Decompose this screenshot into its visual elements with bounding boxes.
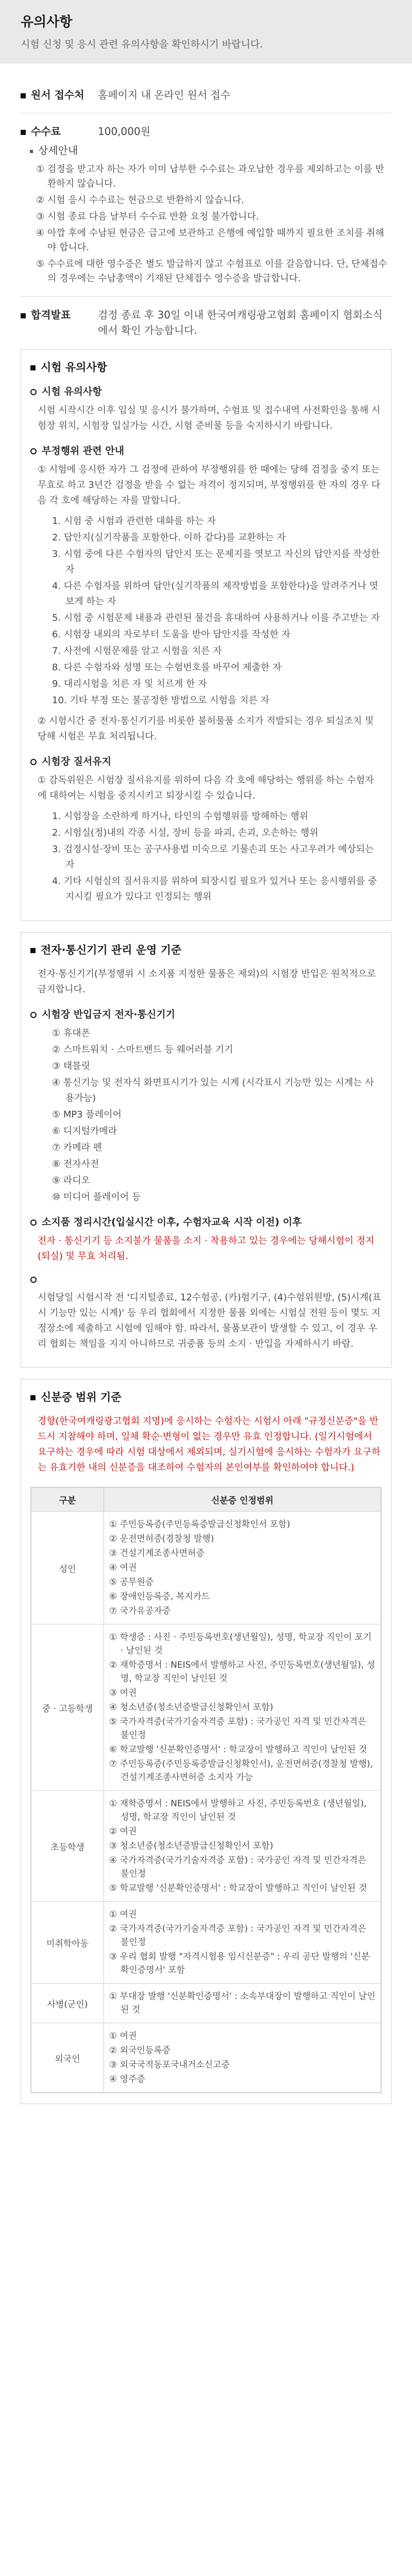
cheating-item: 10. 기타 부정 또는 불공정한 방법으로 시험을 치른 자 <box>52 695 270 706</box>
id-intro: 경향(한국여캐링광고협회 지명)에 응시하는 수험자는 시험시 아래 "규정신분증"을 반드시 지참해야 하며, 일체 확순·변형이 없는 경우만 유효 인정합니다. (일기시험에서 요구하는 경우에 따라 시험 대상에서 제외되며, 실기시험에 응시하는 수험자가 요구하는 유효기한 내의 신분증을 대조하여 수험자의 본인여부를 확인하여야 합니다.) <box>38 1416 381 1473</box>
table-row <box>31 1624 381 1791</box>
id-item: ③ 여권 <box>109 1688 137 1698</box>
id-items-cell <box>104 1984 381 2023</box>
id-item: ③ 청소년증(청소년증발급신청확인서 포함) <box>109 1841 273 1851</box>
id-item: ① 여권 <box>109 2031 137 2041</box>
fee-value: 100,000원 <box>98 125 151 138</box>
id-items-cell <box>104 1512 381 1624</box>
device-ban-item: ⑥ 디지털카메라 <box>52 1126 117 1137</box>
bullet-circle-icon <box>30 389 37 395</box>
support-text: 시험당일 시험시작 전 '디지털종료, 12수험공, (카)험기구, (4)수험위원방, (5)시계(표시 기능만 있는 시계)' 등 우리 협회에서 지정한 물품 외에는 시험실 전원 등이 몇도 지정장소에 제출하고 시험에 임해야 함. 따라서, 물품보관이 발생할 수 있고, 이 경우 우리 협회는 책임을 지지 아니하므로 귀중품 등의 소지 · 반입을 자제하시기 바람. <box>38 1292 382 1349</box>
device-intro: 전자·통신기기(부정행위 시 소지품 지정한 물품은 제외)의 시험장 반입은 원칙적으로 금지합니다. <box>38 969 376 995</box>
device-ban-item: ⑩ 미디어 플레이어 등 <box>52 1192 141 1202</box>
id-group: 초등학생 <box>31 1791 104 1902</box>
cheating-item: 5. 시험 중 시험문제 내용과 관련된 물건을 휴대하여 사용하거나 이를 주고받는 자 <box>52 613 380 623</box>
announce-value: 검정 종료 후 30일 이내 한국여캐링광고협회 홈페이지 협회소식에서 확인 가능합니다. <box>98 309 383 336</box>
cheating-list <box>52 514 382 708</box>
id-box <box>21 1379 391 2104</box>
id-item: ③ 외국국적동포국내거소신고증 <box>109 2060 230 2070</box>
id-item-list <box>109 2029 375 2086</box>
apply-value: 홈페이지 내 온라인 원서 접수 <box>98 89 231 101</box>
id-item: ③ 건설기계조종사면허증 <box>109 1548 204 1558</box>
id-table-body <box>31 1512 381 2093</box>
id-item: ④ 청소년증(청소년증발급신청확인서 포함) <box>109 1702 273 1713</box>
fee-row <box>21 124 391 139</box>
device-ban-title: 시험장 반입금지 전자·통신기기 <box>30 1007 382 1021</box>
device-ban-item: ① 휴대폰 <box>52 1028 91 1039</box>
fee-detail-label: 상세안내 <box>30 142 391 157</box>
id-item: ⑥ 학교발행 '신분확인증명서' : 학교장이 발행하고 직인이 날인된 것 <box>109 1744 367 1755</box>
apply-label: 원서 접수처 <box>21 87 98 103</box>
id-group: 사병(군인) <box>31 1984 104 2023</box>
id-items-cell <box>104 1791 381 1902</box>
id-items-cell <box>104 1624 381 1791</box>
announce-label: 합격발표 <box>21 307 98 338</box>
device-ban-list <box>52 1026 382 1205</box>
page-header <box>0 0 412 63</box>
id-item: ⑤ 공무원증 <box>109 1577 154 1587</box>
order-intro: ① 감독위원은 시험장 질서유지를 위하여 다음 각 호에 해당하는 행위를 하는 수험자에 대하여는 시험을 중지시키고 퇴장시킬 수 있습니다. <box>38 775 374 801</box>
general-notice-text: 시험 시작시간 이후 입실 및 응시가 불가하며, 수험표 및 접수내역 사전확인을 통해 시험장 위치, 시험장 입실가능 시간, 시험 준비물 등을 숙지하시기 바랍니다. <box>38 405 381 431</box>
cheating-item: 1. 시험 중 시험과 관련한 대화를 하는 자 <box>52 516 216 527</box>
id-items-cell <box>104 1902 381 1984</box>
id-item: ⑤ 국가자격증(국가기술자격증 포함) : 국가공인 자격 및 민간자격은 불인정 <box>109 1717 367 1740</box>
id-item: ⑤ 학교발행 '신분확인증명서' : 학교장이 발행하고 직인이 날인된 것 <box>109 1883 367 1893</box>
table-row <box>31 2023 381 2093</box>
device-title: 전자·통신기기 관리 운영 기준 <box>30 942 382 957</box>
page-title: 유의사항 <box>21 14 73 30</box>
id-item: ① 주민등록증(주민등록증발급신청확인서 포함) <box>109 1519 290 1530</box>
id-item: ① 학생증 : 사진 · 주민등록번호(생년월일), 성명, 학교장 직인이 포기 · 날인된 것 <box>109 1632 372 1656</box>
id-group: 외국인 <box>31 2023 104 2093</box>
fee-detail-item: ⑤ 수수료에 대한 영수증은 별도 발급하지 않고 수험표로 이를 갈음합니다. 단, 단체접수의 경우에는 수납총액이 기재된 단체접수 영수증을 발급합니다. <box>36 259 387 284</box>
table-row <box>31 1512 381 1624</box>
bullet-circle-icon <box>30 1012 37 1018</box>
cheating-item: 6. 시험장 내외의 자로부터 도움을 받아 답안지를 작성한 자 <box>52 629 290 640</box>
bullet-square-icon <box>21 93 26 98</box>
id-item: ⑦ 주민등록증(주민등록증발급신청확인서), 운전면허증(경찰청 발행), 건설기계조종사면허증 소지자 가능 <box>109 1759 373 1783</box>
divider <box>21 296 391 297</box>
exam-notice-box <box>21 349 391 921</box>
bullet-circle-icon <box>30 759 37 765</box>
order-list <box>52 809 382 905</box>
id-item-list <box>109 1631 375 1784</box>
id-group: 성인 <box>31 1512 104 1624</box>
bullet-square-icon <box>21 130 26 135</box>
fee-detail-item: ② 시험 응시 수수료는 현금으로 반환하지 않습니다. <box>36 195 244 206</box>
support-title <box>30 1274 382 1285</box>
id-item: ① 부대장 발행 '신분확인증명서' : 소속부대장이 발행하고 직인이 날인된 것 <box>109 1991 375 2015</box>
order-item: 2. 시험실(정)내의 각종 시설, 장비 등을 파괴, 손괴, 오손하는 행위 <box>52 827 319 838</box>
table-row <box>31 1902 381 1984</box>
cheating-intro: ① 시험에 응시한 자가 그 검정에 관하여 부정행위를 한 때에는 당해 검정을 중지 또는 무효로 하고 3년간 검정을 받을 수 없는 자격이 정지되며, 부정행위를 한 자의 경우 다음 각 호에 해당하는 자를 말합니다. <box>38 464 381 506</box>
cheating-item: 7. 사전에 시험문제를 알고 시험을 치른 자 <box>52 646 222 656</box>
device-ban-item: ⑧ 전자사전 <box>52 1159 99 1170</box>
fee-detail-list <box>21 162 391 286</box>
col-range: 신분증 인정범위 <box>104 1488 381 1512</box>
device-ban-item: ⑦ 카메라 펜 <box>52 1142 102 1153</box>
id-item: ④ 여권 <box>109 1563 137 1573</box>
device-ban-item: ② 스마트워치 · 스마트밴드 등 웨어러블 기기 <box>52 1044 233 1055</box>
id-item: ⑥ 장애인등록증, 복지카드 <box>109 1591 210 1602</box>
device-ban-item: ⑨ 라디오 <box>52 1175 91 1186</box>
cheating-note: ② 시험시간 중 전자·통신기기를 비롯한 불허물품 소지가 적발되는 경우 퇴실조치 및 당해 시험은 무효 처리됩니다. <box>38 716 374 742</box>
id-group: 중 · 고등학생 <box>31 1624 104 1791</box>
announce-row <box>21 307 391 338</box>
id-item-list <box>109 1518 375 1618</box>
id-item: ② 여권 <box>109 1826 137 1837</box>
bullet-square-icon <box>30 948 36 953</box>
id-items-cell <box>104 2023 381 2093</box>
bullet-circle-icon <box>30 1277 37 1283</box>
fee-label: 수수료 <box>21 124 98 139</box>
cheating-title: 부정행위 관련 안내 <box>30 443 382 457</box>
fee-detail-item: ③ 시험 종료 다음 날부터 수수료 반환 요청 불가합니다. <box>36 211 259 222</box>
order-item: 3. 검정시설·장비 또는 공구사용법 미숙으로 기물손괴 또는 사고우려가 예상되는 자 <box>52 844 374 870</box>
fee-detail-item: ④ 아깝 후에 수납된 현금은 급고에 보관하고 은행에 예입할 때까지 필요한 조치를 취해야 합니다. <box>36 228 384 253</box>
col-type: 구분 <box>31 1488 104 1512</box>
apply-row <box>21 87 391 103</box>
bullet-square-icon <box>30 365 36 370</box>
order-item: 1. 시험장을 소란하게 하거나, 타인의 수험행위를 방해하는 행위 <box>52 811 308 822</box>
id-item-list <box>109 1908 375 1977</box>
id-item: ① 재학증명서 : NEIS에서 발행하고 사진, 주민등록번호 (생년월일), 성명, 학교장 직인이 날인된 것 <box>109 1799 367 1822</box>
bullet-circle-icon <box>30 448 37 454</box>
bullet-circle-icon <box>30 1219 37 1226</box>
main-content <box>0 63 412 2104</box>
exam-notice-title: 시험 유의사항 <box>30 359 382 375</box>
id-title: 신분증 범위 기준 <box>30 1389 382 1404</box>
cheating-item: 2. 답안지(실기작품을 포함한다. 이하 같다)를 교환하는 자 <box>52 532 286 543</box>
id-item: ① 여권 <box>109 1909 137 1920</box>
general-notice-title: 시험 유의사항 <box>30 384 382 398</box>
order-title: 시험장 질서유지 <box>30 754 382 768</box>
cheating-item: 9. 대리시험을 치른 자 및 치르게 한 자 <box>52 679 207 689</box>
device-ban-item: ④ 통신기능 및 전자식 화면표시기가 있는 시계 (시각표시 기능만 있는 시계는 사용가능) <box>52 1077 374 1104</box>
id-group: 미취학아동 <box>31 1902 104 1984</box>
id-item: ③ 우리 협회 발행 "자격시험용 임시신분증" : 우리 공단 발행의 '신분확인증명서' 포함 <box>109 1952 370 1975</box>
id-item: ② 외국인등록증 <box>109 2045 171 2056</box>
id-item: ② 국가자격증(국가기술자격증 포함) : 국가공인 자격 및 민간자격은 불인정 <box>109 1924 367 1947</box>
order-item: 4. 기타 시험실의 질서유지를 위하여 퇴장시킬 필요가 있거나 또는 응시행위를 중지시킬 필요가 있다고 인정되는 행위 <box>52 876 377 902</box>
cheating-item: 4. 다른 수험자를 위하여 답안(실기작품의 제작방법을 포함한다)을 알려주거나 엿보게 하는 자 <box>52 581 379 607</box>
cheating-item: 3. 시험 중에 다른 수험자의 답안지 또는 문제지를 엿보고 자신의 답안지를 작성한 자 <box>52 549 380 575</box>
fee-detail-item: ① 검정을 받고자 하는 자가 이미 납부한 수수료는 과오납한 경우를 제외하고는 이를 반환하지 않습니다. <box>36 164 384 189</box>
bullet-dot-icon <box>30 150 33 153</box>
bullet-square-icon <box>21 313 26 318</box>
id-item: ⑦ 국가유공자증 <box>109 1606 171 1616</box>
id-item-list <box>109 1990 375 2016</box>
table-row <box>31 1791 381 1902</box>
table-row <box>31 1984 381 2023</box>
page-subtitle: 시험 신청 및 응시 관련 유의사항을 확인하시기 바랍니다. <box>21 39 263 50</box>
id-item: ② 재학증명서 : NEIS에서 발행하고 사진, 주민등록번호(생년월일), 성명, 학교장 직인이 날인된 것 <box>109 1660 375 1684</box>
id-item: ② 운전면허증(경찰청 발행) <box>109 1534 214 1544</box>
id-item: ④ 국가자격증(국가기술자격증 포함) : 국가공인 자격 및 민간자격은 불인정 <box>109 1855 367 1879</box>
id-item-list <box>109 1797 375 1895</box>
id-item: ④ 영주증 <box>109 2074 145 2084</box>
device-box <box>21 932 391 1368</box>
id-table <box>30 1487 382 2093</box>
cheating-item: 8. 다른 수험자와 성명 또는 수험번호를 바꾸어 제출한 자 <box>52 662 282 673</box>
device-ban-item: ⑤ MP3 플레이어 <box>52 1109 122 1120</box>
carry-warning: 전자 · 통신기기 등 소지불가 물품을 소지 · 착용하고 있는 경우에는 당해시험이 정지(퇴실) 및 무효 처리됨. <box>38 1235 374 1262</box>
carry-title: 소지품 정리시간(입실시간 이후, 수험자교육 시작 이전) 이후 <box>30 1214 382 1228</box>
device-ban-item: ③ 태블릿 <box>52 1061 91 1072</box>
bullet-square-icon <box>30 1395 36 1400</box>
